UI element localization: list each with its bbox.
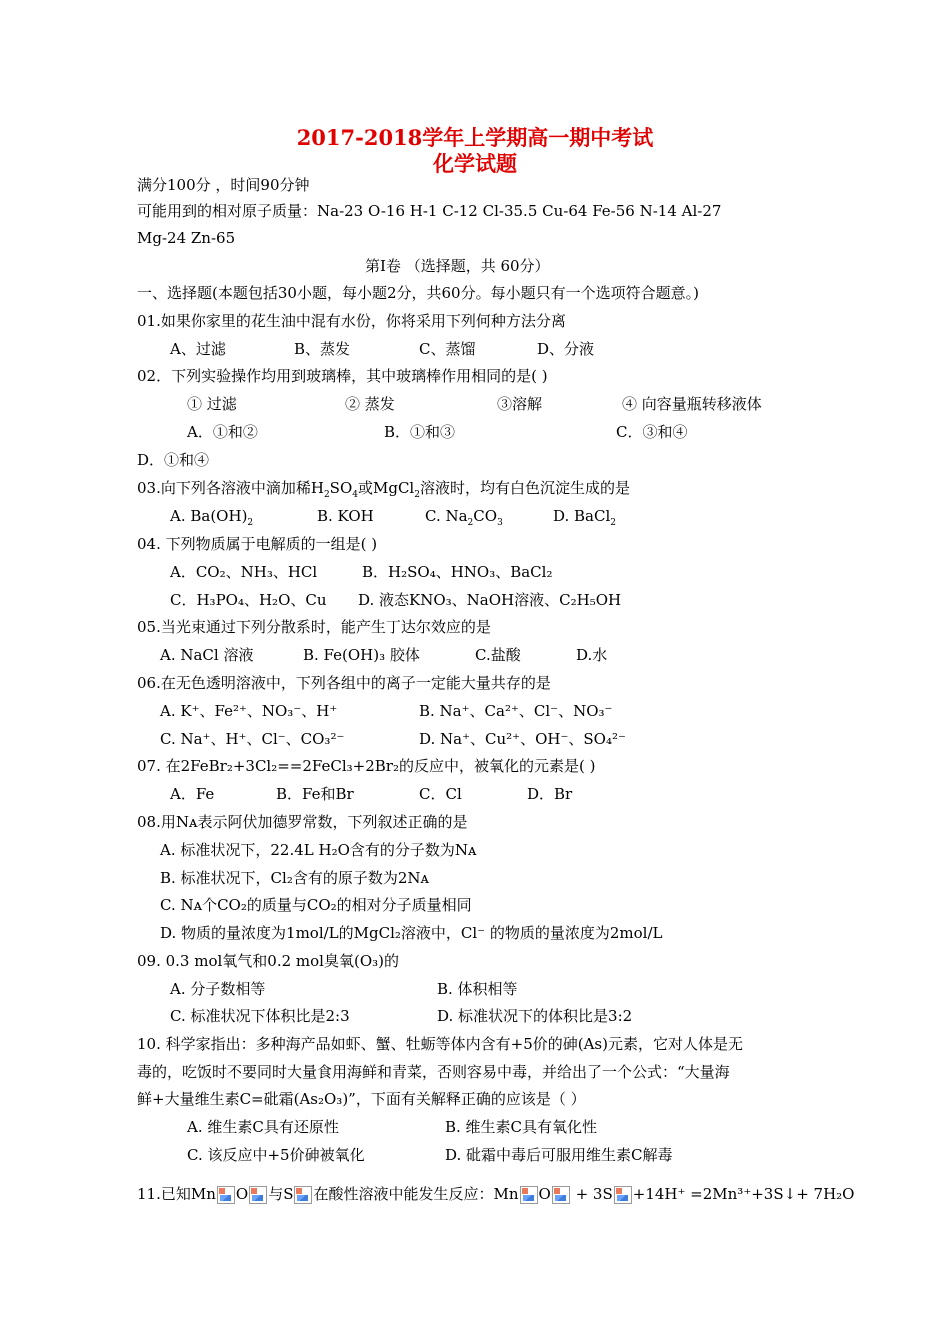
q7-option-c: C．Cl bbox=[419, 785, 462, 803]
q2-item-3: ③溶解 bbox=[497, 395, 543, 413]
q4-option-b: B．H₂SO₄、HNO₃、BaCl₂ bbox=[362, 563, 553, 581]
q5-option-c: C.盐酸 bbox=[475, 646, 521, 664]
q3-option-d: D. BaCl$_2$ bbox=[553, 507, 617, 528]
q9-option-d: D. 标准状况下的体积比是3:2 bbox=[437, 1007, 633, 1025]
question-3-stem: 03.向下列各溶液中滴加稀$H_2SO_4$或MgCl$_2$溶液时，均有白色沉淀生成的是 bbox=[137, 479, 630, 500]
q5-option-d: D.水 bbox=[576, 646, 608, 664]
broken-image-icon bbox=[614, 1186, 632, 1204]
q8-option-b: B. 标准状况下，Cl₂含有的原子数为2Nᴀ bbox=[160, 869, 429, 887]
broken-image-icon bbox=[520, 1186, 538, 1204]
score-info: 满分100分 ，时间90分钟 bbox=[137, 176, 310, 194]
broken-image-icon bbox=[294, 1186, 312, 1204]
q2-option-d: D．①和④ bbox=[137, 451, 210, 469]
q8-option-d: D. 物质的量浓度为1mol/L的MgCl₂溶液中，Cl⁻ 的物质的量浓度为2mol/L bbox=[160, 924, 663, 942]
atomic-masses-line2: Mg-24 Zn-65 bbox=[137, 229, 236, 247]
q6-option-d: D. Na⁺、Cu²⁺、OH⁻、SO₄²⁻ bbox=[419, 730, 626, 748]
q10-option-a: A. 维生素C具有还原性 bbox=[187, 1118, 339, 1136]
q7-option-d: D．Br bbox=[527, 785, 573, 803]
q4-option-d: D. 液态KNO₃、NaOH溶液、C₂H₅OH bbox=[358, 591, 622, 609]
broken-image-icon bbox=[552, 1186, 570, 1204]
question-8-stem: 08.用Nᴀ表示阿伏加德罗常数，下列叙述正确的是 bbox=[137, 813, 468, 831]
q10-option-d: D. 砒霜中毒后可服用维生素C解毒 bbox=[445, 1146, 673, 1164]
question-6-stem: 06.在无色透明溶液中，下列各组中的离子一定能大量共存的是 bbox=[137, 674, 551, 692]
q4-option-c: C．H₃PO₄、H₂O、Cu bbox=[170, 591, 327, 609]
q8-option-a: A. 标准状况下，22.4L H₂O含有的分子数为Nᴀ bbox=[160, 841, 477, 859]
q1-option-c: C、蒸馏 bbox=[419, 340, 476, 358]
q7-option-b: B．Fe和Br bbox=[276, 785, 354, 803]
q1-option-a: A、过滤 bbox=[170, 340, 226, 358]
q6-option-a: A. K⁺、Fe²⁺、NO₃⁻、H⁺ bbox=[160, 702, 338, 720]
question-1-stem: 01.如果你家里的花生油中混有水份，你将采用下列何种方法分离 bbox=[137, 312, 566, 330]
question-7-stem: 07. 在2FeBr₂+3Cl₂==2FeCl₃+2Br₂的反应中，被氧化的元素是( ) bbox=[137, 757, 596, 775]
question-10-line2: 毒的，吃饭时不要同时大量食用海鲜和青菜，否则容易中毒，并给出了一个公式：“大量海 bbox=[137, 1063, 730, 1081]
q2-option-b: B．①和③ bbox=[384, 423, 456, 441]
q8-option-c: C. Nᴀ个CO₂的质量与CO₂的相对分子质量相同 bbox=[160, 896, 472, 914]
broken-image-icon bbox=[249, 1186, 267, 1204]
q3-option-c: C. $Na_2CO_3$ bbox=[425, 507, 503, 528]
q10-option-c: C. 该反应中+5价砷被氧化 bbox=[187, 1146, 365, 1164]
broken-image-icon bbox=[217, 1186, 235, 1204]
question-4-stem: 04. 下列物质属于电解质的一组是( ) bbox=[137, 535, 378, 553]
q1-option-d: D、分液 bbox=[537, 340, 595, 358]
question-11-stem: 11.已知Mn O 与S 在酸性溶液中能发生反应：Mn O + 3S +14H⁺ =2Mn³⁺+3S↓+ 7H₂O bbox=[137, 1185, 855, 1203]
question-5-stem: 05.当光束通过下列分散系时，能产生丁达尔效应的是 bbox=[137, 618, 491, 636]
q9-option-b: B. 体积相等 bbox=[437, 980, 518, 998]
q9-option-a: A. 分子数相等 bbox=[170, 980, 266, 998]
q3-option-b: B. KOH bbox=[317, 507, 374, 525]
q10-option-b: B. 维生素C具有氧化性 bbox=[445, 1118, 598, 1136]
question-10-line1: 10. 科学家指出：多种海产品如虾、蟹、牡蛎等体内含有+5价的砷(As)元素，它对人体是无 bbox=[137, 1035, 743, 1053]
subject-title: 化学试题 bbox=[433, 151, 517, 176]
q2-item-4: ④ 向容量瓶转移液体 bbox=[622, 395, 762, 413]
q4-option-a: A．CO₂、NH₃、HCl bbox=[170, 563, 318, 581]
question-2-stem: 02．下列实验操作均用到玻璃棒，其中玻璃棒作用相同的是( ) bbox=[137, 367, 548, 385]
q3-option-a: A. $Ba(OH)_2$ bbox=[170, 507, 254, 528]
question-10-line3: 鲜+大量维生素C=砒霜(As₂O₃)”，下面有关解释正确的应该是（ ） bbox=[137, 1090, 586, 1108]
q1-option-b: B、蒸发 bbox=[294, 340, 351, 358]
q5-option-a: A. NaCl 溶液 bbox=[160, 646, 254, 664]
exam-title: 2017-2018学年上学期高一期中考试 bbox=[296, 125, 654, 150]
section-heading: 一、选择题(本题包括30小题，每小题2分，共60分。每小题只有一个选项符合题意。) bbox=[137, 284, 699, 302]
q5-option-b: B. Fe(OH)₃ 胶体 bbox=[303, 646, 420, 664]
q7-option-a: A．Fe bbox=[170, 785, 215, 803]
question-9-stem: 09. 0.3 mol氧气和0.2 mol臭氧(O₃)的 bbox=[137, 952, 399, 970]
q6-option-b: B. Na⁺、Ca²⁺、Cl⁻、NO₃⁻ bbox=[419, 702, 613, 720]
q2-item-2: ② 蒸发 bbox=[345, 395, 395, 413]
q9-option-c: C. 标准状况下体积比是2:3 bbox=[170, 1007, 350, 1025]
q2-item-1: ① 过滤 bbox=[187, 395, 237, 413]
q2-option-a: A．①和② bbox=[187, 423, 258, 441]
q6-option-c: C. Na⁺、H⁺、Cl⁻、CO₃²⁻ bbox=[160, 730, 345, 748]
part-heading: 第Ⅰ卷 （选择题，共 60分） bbox=[365, 257, 550, 275]
q2-option-c: C．③和④ bbox=[616, 423, 688, 441]
atomic-masses-line1: 可能用到的相对原子质量：Na-23 O-16 H-1 C-12 Cl-35.5 Cu-64 Fe-56 N-14 Al-27 bbox=[137, 202, 722, 220]
